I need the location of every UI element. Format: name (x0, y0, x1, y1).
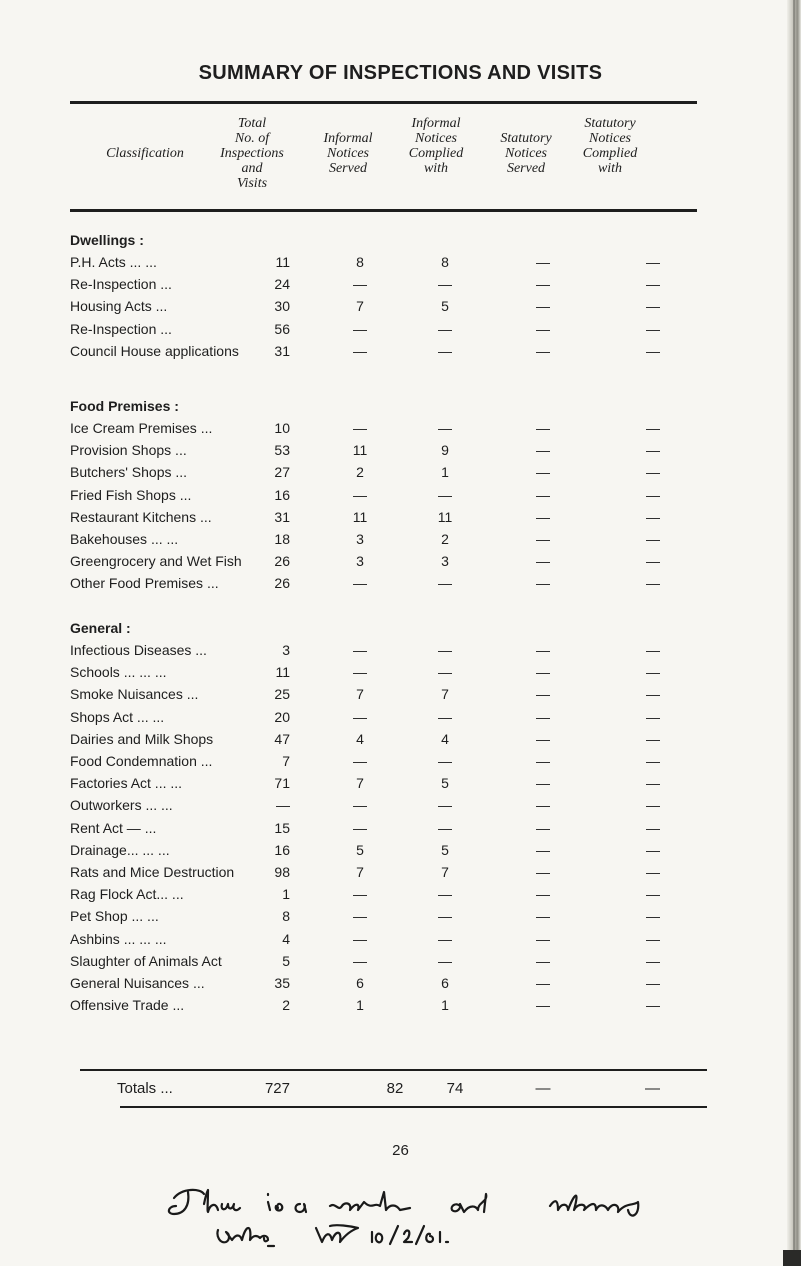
cell-total: 31 (274, 342, 290, 359)
totals-inf-complied: 74 (446, 1080, 464, 1097)
cell-total: 71 (274, 775, 290, 792)
cell-statutory-served: — (536, 753, 550, 769)
row-label: Council House applications (70, 342, 239, 359)
cell-statutory-complied: — (646, 664, 660, 681)
cell-informal-complied: 8 (441, 254, 449, 270)
cell-total: 3 (282, 642, 290, 658)
table-row (0, 575, 801, 597)
cell-total: 15 (274, 819, 290, 836)
cell-informal-complied: — (438, 320, 452, 337)
cell-total: 35 (274, 975, 290, 991)
row-label: Schools ... ... ... (70, 664, 167, 681)
cell-statutory-served: — (536, 575, 550, 592)
cell-informal-complied: 7 (441, 686, 449, 703)
row-label: Shops Act ... ... (70, 708, 165, 725)
row-label: Re-Inspection ... (70, 276, 172, 293)
section-heading: General : (70, 620, 131, 636)
cell-statutory-served: — (536, 553, 550, 570)
section-heading: Food Premises : (70, 398, 179, 414)
cell-informal-complied: — (438, 753, 452, 769)
row-label: Drainage... ... ... (70, 841, 170, 858)
cell-total: 2 (282, 997, 290, 1014)
cell-statutory-complied: — (646, 952, 660, 969)
table-row (0, 997, 801, 1019)
row-label: Food Condemnation ... (70, 753, 213, 769)
table-row (0, 864, 801, 886)
row-label: Re-Inspection ... (70, 320, 172, 337)
cell-total: 27 (274, 464, 290, 481)
cell-statutory-served: — (536, 864, 550, 880)
cell-statutory-served: — (536, 642, 550, 658)
cell-statutory-complied: — (646, 575, 660, 592)
row-label: Factories Act ... ... (70, 775, 183, 792)
header-statutory-served: Statutory Notices Served (500, 131, 552, 176)
table-row (0, 442, 801, 464)
cell-statutory-served: — (536, 908, 550, 925)
cell-informal-complied: 7 (441, 864, 449, 880)
table-row (0, 953, 801, 975)
cell-informal-complied: — (438, 420, 452, 436)
row-label: Butchers' Shops ... (70, 464, 188, 481)
cell-informal-complied: — (438, 797, 452, 814)
cell-total: 16 (274, 841, 290, 858)
cell-total: 53 (274, 442, 290, 459)
cell-informal-served: 7 (356, 686, 364, 703)
cell-total: 1 (282, 886, 290, 903)
table-row (0, 753, 801, 775)
cell-statutory-served: — (536, 708, 550, 725)
cell-statutory-complied: — (646, 254, 660, 270)
cell-informal-complied: — (438, 908, 452, 925)
cell-informal-served: — (353, 930, 367, 947)
row-label: Outworkers ... ... (70, 797, 173, 814)
cell-informal-served: 1 (356, 997, 364, 1014)
table-row (0, 886, 801, 908)
table-row (0, 509, 801, 531)
table-row (0, 531, 801, 553)
cell-informal-served: 7 (356, 775, 364, 792)
page-title: SUMMARY OF INSPECTIONS AND VISITS (198, 62, 603, 84)
table-row (0, 642, 801, 664)
cell-informal-served: 4 (356, 730, 364, 747)
row-label: Rent Act — ... (70, 819, 157, 836)
cell-informal-complied: 6 (441, 975, 449, 991)
cell-informal-complied: 9 (441, 442, 449, 459)
cell-statutory-complied: — (646, 797, 660, 814)
table-row (0, 842, 801, 864)
row-label: Pet Shop ... ... (70, 908, 159, 925)
cell-statutory-complied: — (646, 320, 660, 337)
totals-stat-served: — (535, 1080, 551, 1097)
cell-informal-complied: — (438, 642, 452, 658)
cell-statutory-complied: — (646, 975, 660, 991)
cell-informal-served: — (353, 664, 367, 681)
cell-statutory-served: — (536, 531, 550, 547)
cell-informal-complied: — (438, 952, 452, 969)
row-label: Ashbins ... ... ... (70, 930, 167, 947)
cell-informal-served: 11 (352, 442, 368, 459)
cell-statutory-complied: — (646, 420, 660, 436)
table-row (0, 975, 801, 997)
cell-statutory-complied: — (646, 864, 660, 880)
cell-statutory-served: — (536, 952, 550, 969)
table-row (0, 298, 801, 320)
row-label: Rag Flock Act... ... (70, 886, 184, 903)
cell-total: 26 (274, 575, 290, 592)
table-row (0, 321, 801, 343)
table-row (0, 908, 801, 930)
cell-statutory-served: — (536, 930, 550, 947)
totals-total: 727 (264, 1080, 290, 1097)
cell-informal-complied: — (438, 342, 452, 359)
cell-statutory-served: — (536, 254, 550, 270)
header-informal-served: Informal Notices Served (323, 131, 373, 176)
cell-total: 98 (274, 864, 290, 880)
cell-total: 10 (274, 420, 290, 436)
cell-informal-complied: 3 (441, 553, 449, 570)
cell-informal-complied: 5 (441, 298, 449, 315)
cell-informal-complied: 11 (437, 508, 453, 525)
cell-statutory-complied: — (646, 276, 660, 293)
cell-statutory-complied: — (646, 508, 660, 525)
cell-statutory-complied: — (646, 753, 660, 769)
cell-statutory-served: — (536, 442, 550, 459)
table-row (0, 797, 801, 819)
table-row (0, 487, 801, 509)
cell-statutory-served: — (536, 819, 550, 836)
cell-informal-complied: — (438, 708, 452, 725)
row-label: General Nuisances ... (70, 975, 205, 991)
row-label: Infectious Diseases ... (70, 642, 207, 658)
cell-total: 18 (274, 531, 290, 547)
table-row (0, 664, 801, 686)
cell-informal-complied: 4 (441, 730, 449, 747)
table-row (0, 820, 801, 842)
header-informal-complied: Informal Notices Complied with (408, 116, 464, 176)
cell-statutory-complied: — (646, 775, 660, 792)
cell-informal-served: — (353, 819, 367, 836)
table-row (0, 276, 801, 298)
cell-statutory-served: — (536, 664, 550, 681)
handwritten-annotation (160, 1180, 720, 1260)
row-label: Fried Fish Shops ... (70, 486, 192, 503)
cell-statutory-served: — (536, 775, 550, 792)
cell-informal-served: 7 (356, 864, 364, 880)
row-label: P.H. Acts ... ... (70, 254, 157, 270)
cell-total: 30 (274, 298, 290, 315)
cell-statutory-complied: — (646, 553, 660, 570)
cell-statutory-served: — (536, 508, 550, 525)
cell-informal-served: — (353, 886, 367, 903)
cell-informal-served: 6 (356, 975, 364, 991)
page-number: 26 (392, 1142, 409, 1159)
cell-total: 16 (274, 486, 290, 503)
cell-total: 26 (274, 553, 290, 570)
table-row (0, 553, 801, 575)
cell-total: 47 (274, 730, 290, 747)
row-label: Dairies and Milk Shops (70, 730, 214, 747)
table-row (0, 420, 801, 442)
cell-informal-served: — (353, 642, 367, 658)
cell-informal-served: 3 (356, 553, 364, 570)
cell-informal-complied: — (438, 276, 452, 293)
table-top-rule (70, 101, 697, 104)
cell-statutory-complied: — (646, 730, 660, 747)
table-row (0, 775, 801, 797)
row-label: Smoke Nuisances ... (70, 686, 199, 703)
header-total-inspections: Total No. of Inspections and Visits (220, 116, 284, 191)
cell-informal-served: — (353, 575, 367, 592)
cell-informal-served: — (353, 486, 367, 503)
cell-statutory-complied: — (646, 531, 660, 547)
cell-total: 24 (274, 276, 290, 293)
cell-informal-complied: — (438, 664, 452, 681)
row-label: Slaughter of Animals Act (70, 952, 222, 969)
row-label: Other Food Premises ... (70, 575, 219, 592)
row-label: Provision Shops ... (70, 442, 187, 459)
row-label: Rats and Mice Destruction (70, 864, 235, 880)
cell-informal-served: — (353, 320, 367, 337)
cell-total: 11 (275, 254, 290, 270)
cell-informal-complied: 2 (441, 531, 449, 547)
cell-total: 20 (274, 708, 290, 725)
cell-total: 7 (282, 753, 290, 769)
row-label: Greengrocery and Wet Fish (70, 553, 242, 570)
table-row (0, 686, 801, 708)
cell-total: 31 (274, 508, 290, 525)
cell-informal-complied: — (438, 486, 452, 503)
totals-label: Totals ... (117, 1080, 173, 1097)
section-heading: Dwellings : (70, 232, 144, 248)
row-label: Ice Cream Premises ... (70, 420, 213, 436)
cell-informal-complied: 1 (441, 464, 449, 481)
header-classification: Classification (106, 146, 184, 161)
cell-informal-served: — (353, 420, 367, 436)
cell-informal-served: — (353, 797, 367, 814)
cell-total: — (276, 797, 290, 814)
cell-statutory-served: — (536, 797, 550, 814)
cell-total: 4 (282, 930, 290, 947)
cell-informal-served: 3 (356, 531, 364, 547)
table-row (0, 254, 801, 276)
totals-inf-served: 82 (386, 1080, 404, 1097)
cell-statutory-complied: — (646, 642, 660, 658)
cell-statutory-complied: — (646, 686, 660, 703)
cell-total: 5 (282, 952, 290, 969)
cell-statutory-served: — (536, 320, 550, 337)
header-statutory-complied: Statutory Notices Complied with (582, 116, 638, 176)
table-row (0, 931, 801, 953)
cell-informal-complied: — (438, 575, 452, 592)
cell-informal-complied: — (438, 930, 452, 947)
cell-statutory-served: — (536, 486, 550, 503)
cell-statutory-complied: — (646, 908, 660, 925)
row-label: Offensive Trade ... (70, 997, 185, 1014)
cell-statutory-served: — (536, 276, 550, 293)
cell-statutory-complied: — (646, 819, 660, 836)
cell-statutory-served: — (536, 420, 550, 436)
totals-top-rule (80, 1069, 707, 1071)
cell-total: 11 (275, 664, 290, 681)
cell-informal-served: 11 (352, 508, 368, 525)
cell-statutory-complied: — (646, 342, 660, 359)
cell-informal-complied: 1 (441, 997, 449, 1014)
cell-statutory-served: — (536, 975, 550, 991)
row-label: Restaurant Kitchens ... (70, 508, 212, 525)
cell-informal-complied: — (438, 886, 452, 903)
page-edge-line (793, 0, 795, 1266)
cell-total: 56 (274, 320, 290, 337)
totals-stat-complied: — (645, 1080, 660, 1097)
table-row (0, 343, 801, 365)
cell-statutory-served: — (536, 886, 550, 903)
cell-informal-served: — (353, 276, 367, 293)
cell-statutory-complied: — (646, 464, 660, 481)
cell-informal-complied: 5 (441, 775, 449, 792)
cell-informal-served: 8 (356, 254, 364, 270)
cell-informal-complied: 5 (441, 841, 449, 858)
cell-informal-served: — (353, 342, 367, 359)
table-row (0, 709, 801, 731)
cell-statutory-complied: — (646, 930, 660, 947)
cell-informal-served: 7 (356, 298, 364, 315)
table-row (0, 464, 801, 486)
cell-informal-served: 2 (356, 464, 364, 481)
cell-statutory-complied: — (646, 708, 660, 725)
page-corner-dark (783, 1250, 801, 1266)
cell-informal-served: 5 (356, 841, 364, 858)
cell-statutory-complied: — (646, 298, 660, 315)
cell-statutory-served: — (536, 464, 550, 481)
row-label: Housing Acts ... (70, 298, 168, 315)
row-label: Bakehouses ... ... (70, 531, 179, 547)
cell-informal-served: — (353, 753, 367, 769)
cell-statutory-served: — (536, 997, 550, 1014)
cell-informal-served: — (353, 708, 367, 725)
totals-bottom-rule (120, 1106, 707, 1108)
header-bottom-rule (70, 209, 697, 212)
cell-total: 25 (274, 686, 290, 703)
cell-statutory-served: — (536, 730, 550, 747)
cell-informal-served: — (353, 952, 367, 969)
cell-statutory-served: — (536, 841, 550, 858)
cell-statutory-served: — (536, 298, 550, 315)
cell-statutory-complied: — (646, 486, 660, 503)
cell-statutory-complied: — (646, 997, 660, 1014)
cell-informal-served: — (353, 908, 367, 925)
cell-total: 8 (282, 908, 290, 925)
cell-statutory-complied: — (646, 886, 660, 903)
cell-statutory-served: — (536, 342, 550, 359)
cell-statutory-complied: — (646, 442, 660, 459)
table-row (0, 731, 801, 753)
cell-informal-complied: — (438, 819, 452, 836)
cell-statutory-complied: — (646, 841, 660, 858)
cell-statutory-served: — (536, 686, 550, 703)
